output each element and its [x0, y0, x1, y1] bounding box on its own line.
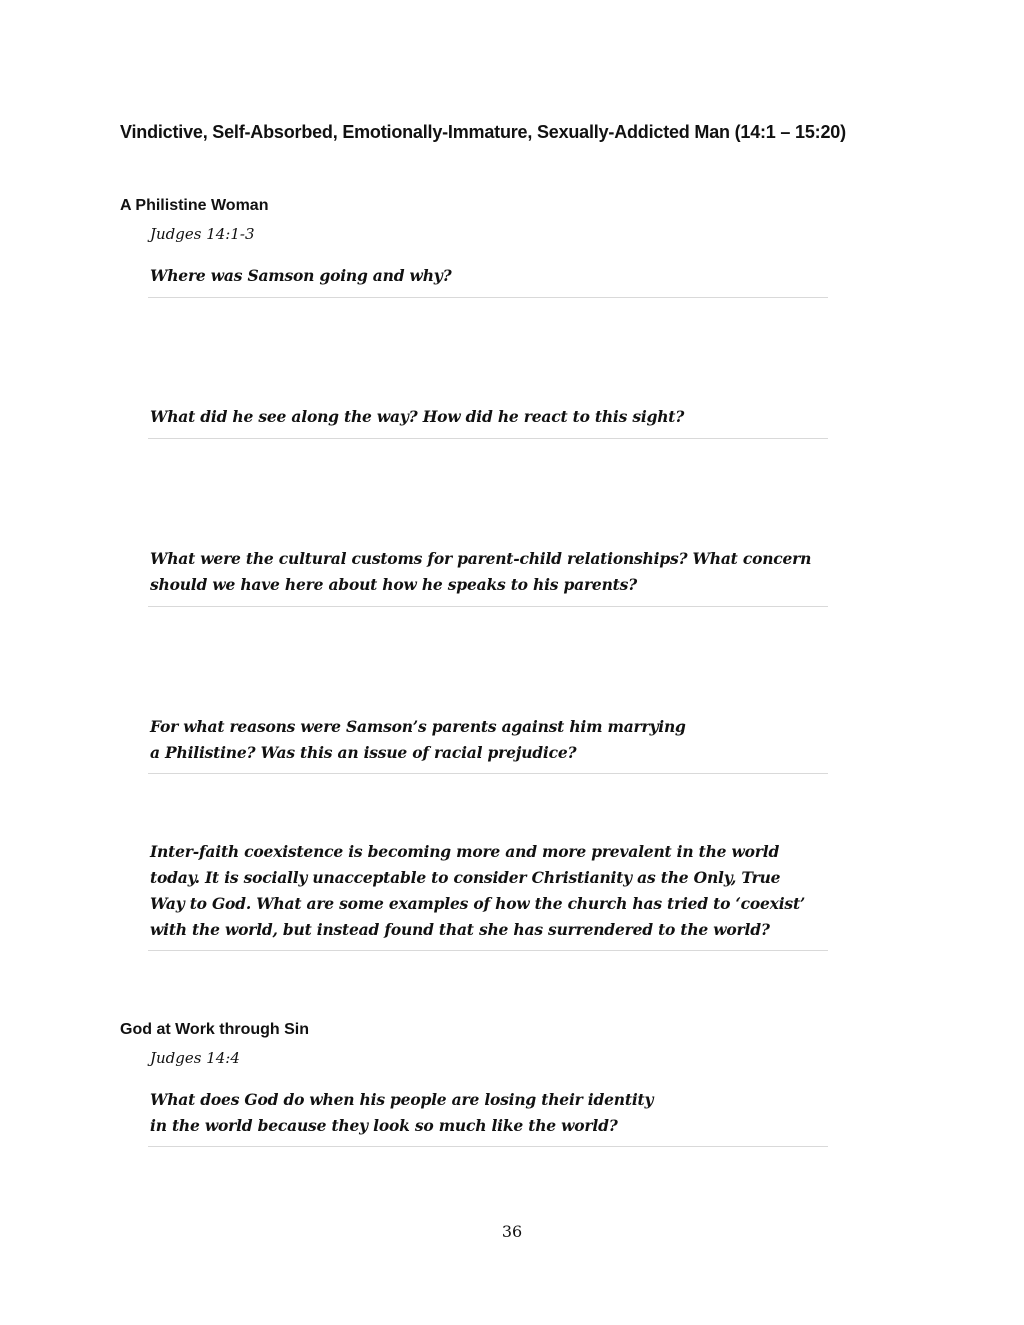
question	[150, 1087, 830, 1139]
scripture-reference: Judges 14:1-3	[150, 225, 255, 243]
section-title-philistine-woman: A Philistine Woman	[120, 197, 269, 214]
question-line: should we have here about how he speaks to his parents?	[150, 575, 638, 594]
question-line: What does God do when his people are losing their identity	[150, 1090, 654, 1109]
question	[150, 263, 830, 289]
answer-line	[148, 297, 828, 298]
answer-line	[148, 606, 828, 607]
question	[150, 546, 830, 598]
question-line: Where was Samson going and why?	[150, 266, 452, 285]
question-line: What were the cultural customs for parent-child relationships? What concern	[150, 549, 812, 568]
question-line: in the world because they look so much like the world?	[150, 1116, 618, 1135]
answer-line	[148, 1146, 828, 1147]
page-number: 36	[501, 1222, 523, 1241]
question	[150, 714, 830, 766]
section-title-god-at-work: God at Work through Sin	[120, 1021, 310, 1038]
page-title: Vindictive, Self-Absorbed, Emotionally-Immature, Sexually-Addicted Man (14:1 – 15:20)	[120, 122, 846, 142]
answer-line	[148, 438, 828, 439]
question-line: with the world, but instead found that she has surrendered to the world?	[150, 920, 770, 939]
question-line: today. It is socially unacceptable to consider Christianity as the Only, True	[150, 868, 781, 887]
question	[150, 839, 830, 943]
scripture-reference: Judges 14:4	[150, 1049, 240, 1067]
question-line: a Philistine? Was this an issue of racial prejudice?	[150, 743, 577, 762]
question-line: Inter-faith coexistence is becoming more and more prevalent in the world	[150, 842, 780, 861]
question-line: For what reasons were Samson’s parents against him marrying	[150, 717, 686, 736]
answer-line	[148, 773, 828, 774]
question	[150, 404, 830, 430]
question-line: What did he see along the way? How did he react to this sight?	[150, 407, 685, 426]
answer-line	[148, 950, 828, 951]
question-line: Way to God. What are some examples of how the church has tried to ‘coexist’	[150, 894, 806, 913]
